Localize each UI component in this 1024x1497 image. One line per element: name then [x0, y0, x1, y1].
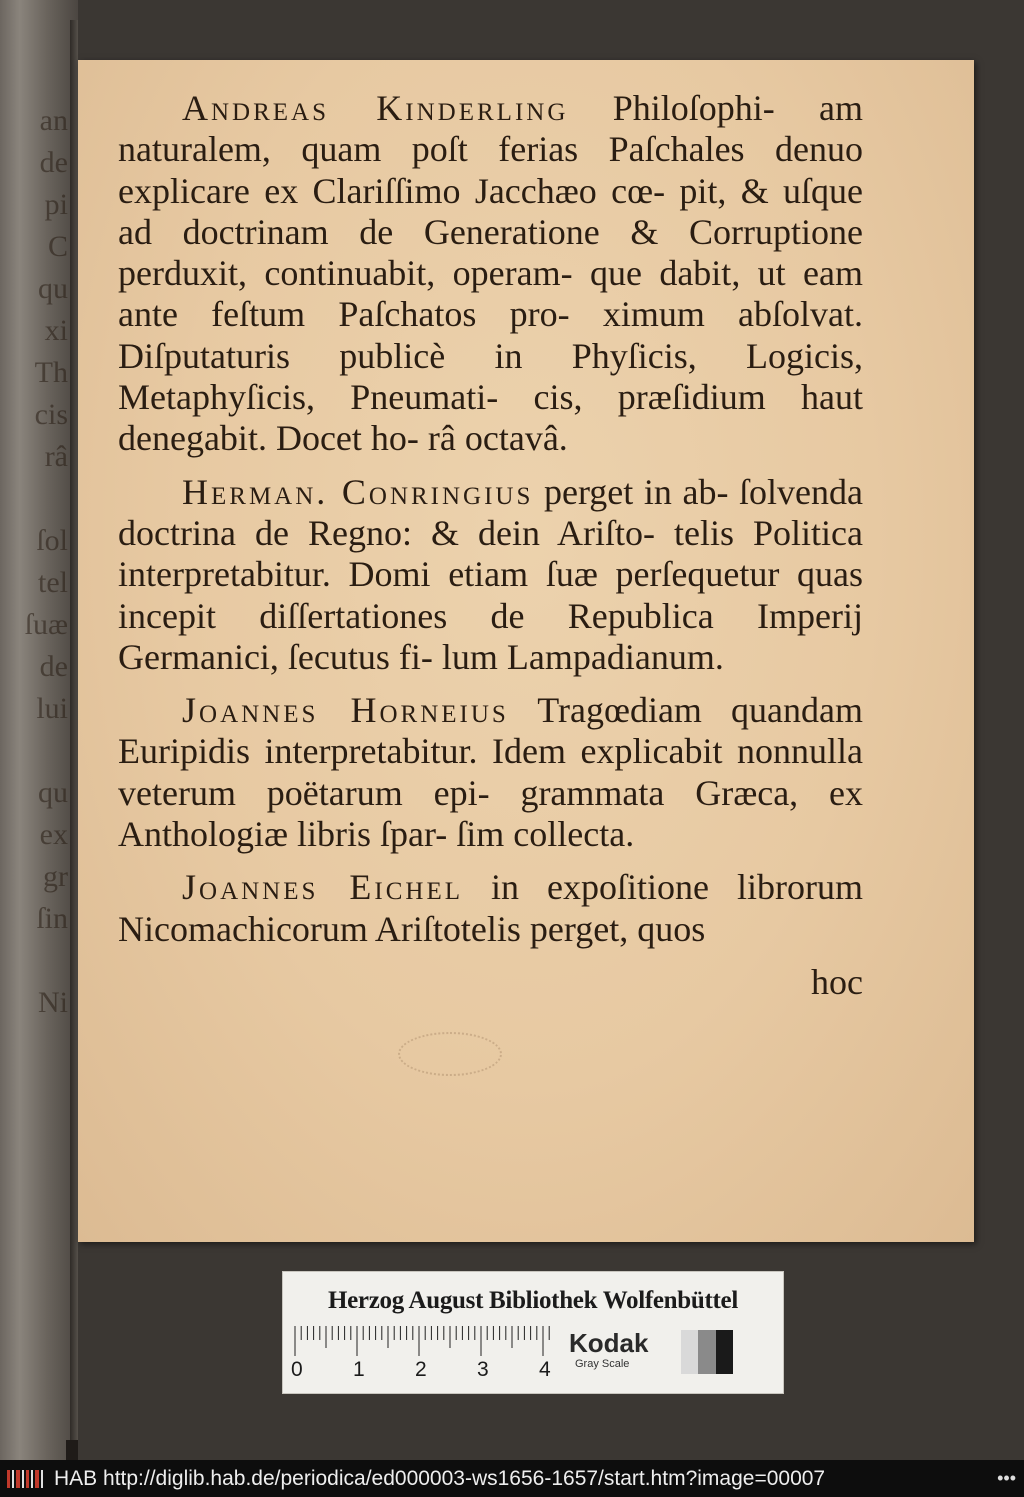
bleed-fragment: [2, 730, 68, 772]
para-line: explicabit nonnulla veterum poëtarum epi-: [118, 731, 863, 813]
bleed-fragment: [2, 478, 68, 520]
more-icon[interactable]: •••: [997, 1468, 1016, 1488]
para-line: râ octavâ.: [427, 418, 568, 459]
para-line: Phyſicis, Logicis, Metaphyſicis, Pneumati-: [118, 335, 864, 418]
ornament-flourish: [398, 1032, 502, 1076]
color-card: [282, 1271, 784, 1394]
paragraph-eichel: [118, 867, 863, 950]
ruler-number: 0: [291, 1358, 303, 1381]
card-title: Herzog August Bibliothek Wolfenbüttel: [327, 1287, 738, 1314]
para-line: in expoſitione librorum: [491, 867, 863, 908]
bleed-fragment: râ: [44, 440, 68, 473]
spine-edge: [70, 20, 78, 1460]
spine-mark: [66, 1440, 78, 1460]
book-spine: [0, 0, 78, 1460]
para-line: grammata Græca, ex Anthologiæ libris ſpar-: [118, 772, 864, 855]
page-text: [118, 88, 863, 1003]
gray-patch: [716, 1330, 733, 1374]
bleed-fragment: ex: [39, 818, 68, 851]
gray-patch: [698, 1330, 715, 1374]
para-line: Philoſophi-: [612, 88, 775, 128]
previous-page-bleed: [2, 100, 72, 1050]
para-line: perget in ab-: [543, 471, 729, 512]
ruler-number: 1: [353, 1358, 365, 1381]
gray-patch: [681, 1330, 698, 1374]
para-line: de Republica Imperij Germanici, ſecutus fi-: [118, 595, 863, 677]
gray-scale-swatch: [681, 1330, 733, 1374]
para-line: ſim collecta.: [456, 814, 635, 855]
bleed-fragment: lui: [36, 692, 68, 725]
paragraph-kinderling: [118, 88, 863, 460]
bleed-fragment: an: [39, 104, 68, 137]
ruler-scale: [291, 1322, 553, 1358]
para-line: Corruptione perduxit, continuabit, operam-: [118, 211, 863, 294]
name-horneius: Joannes Horneius: [182, 690, 509, 731]
bleed-fragment: qu: [38, 272, 68, 305]
para-line: telis Politica interpretabitur. Domi etiam: [118, 512, 863, 595]
para-line: pit, & uſque ad doctrinam de Generatione &: [118, 170, 864, 252]
para-line: ximum abſolvat. Diſputaturis publicè in: [118, 294, 864, 376]
status-bar: [0, 1460, 1024, 1497]
bleed-fragment: tel: [38, 566, 68, 599]
bleed-fragment: gr: [43, 860, 68, 893]
para-line: lum Lampadianum.: [441, 636, 724, 677]
bleed-fragment: qu: [38, 776, 68, 809]
bleed-fragment: C: [47, 230, 68, 263]
ruler-number: 2: [415, 1358, 427, 1381]
para-line: am naturalem, quam poſt ferias Paſchales: [118, 88, 863, 170]
kodak-logo: Kodak: [569, 1328, 649, 1358]
bleed-fragment: de: [39, 650, 68, 683]
para-line: ſuæ perſequetur quas incepit diſſertationes: [118, 554, 864, 636]
name-eichel: Joannes Eichel: [182, 867, 463, 908]
bleed-fragment: pi: [44, 188, 68, 221]
status-url[interactable]: HAB http://diglib.hab.de/periodica/ed000003-ws1656-1657/start.htm?image=00007: [54, 1467, 826, 1490]
para-line: cis, præſidium haut denegabit. Docet ho-: [118, 377, 864, 459]
ruler-number: 3: [477, 1358, 489, 1381]
bleed-fragment: de: [39, 146, 68, 179]
card-registration-marks: [759, 1332, 777, 1372]
bleed-fragment: Ni: [38, 986, 68, 1019]
bleed-fragment: ſin: [36, 902, 68, 935]
para-line: que dabit, ut eam ante feſtum Paſchatos pro-: [118, 253, 864, 335]
para-line: ſolvenda doctrina de Regno: & dein Ariſto-: [118, 471, 863, 553]
ruler-numbers: [291, 1358, 553, 1384]
para-line: Tragœdiam: [537, 690, 702, 731]
catchword: hoc: [811, 961, 863, 1002]
paragraph-horneius: [118, 690, 863, 855]
bleed-fragment: Th: [34, 356, 68, 389]
book-page: [78, 60, 974, 1242]
bleed-fragment: cis: [34, 398, 68, 431]
bleed-fragment: ſol: [36, 524, 68, 557]
name-kinderling: Andreas Kinderling: [182, 88, 569, 128]
bleed-fragment: ſuæ: [24, 608, 68, 641]
ruler-number: 4: [539, 1358, 551, 1381]
paragraph-conringius: [118, 472, 863, 678]
para-line: quandam Euripidis interpretabitur. Idem: [118, 690, 863, 772]
name-conringius: Herman. Conringius: [182, 471, 534, 512]
bleed-fragment: [2, 940, 68, 982]
bleed-fragment: xi: [44, 314, 68, 347]
para-line: Nicomachicorum Ariſtotelis perget, quos: [118, 908, 706, 949]
kodak-subtitle: Gray Scale: [575, 1358, 630, 1370]
para-line: denuo explicare ex Clariſſimo Jacchæo cœ-: [118, 129, 864, 211]
hab-barcode-icon: [6, 1468, 44, 1490]
